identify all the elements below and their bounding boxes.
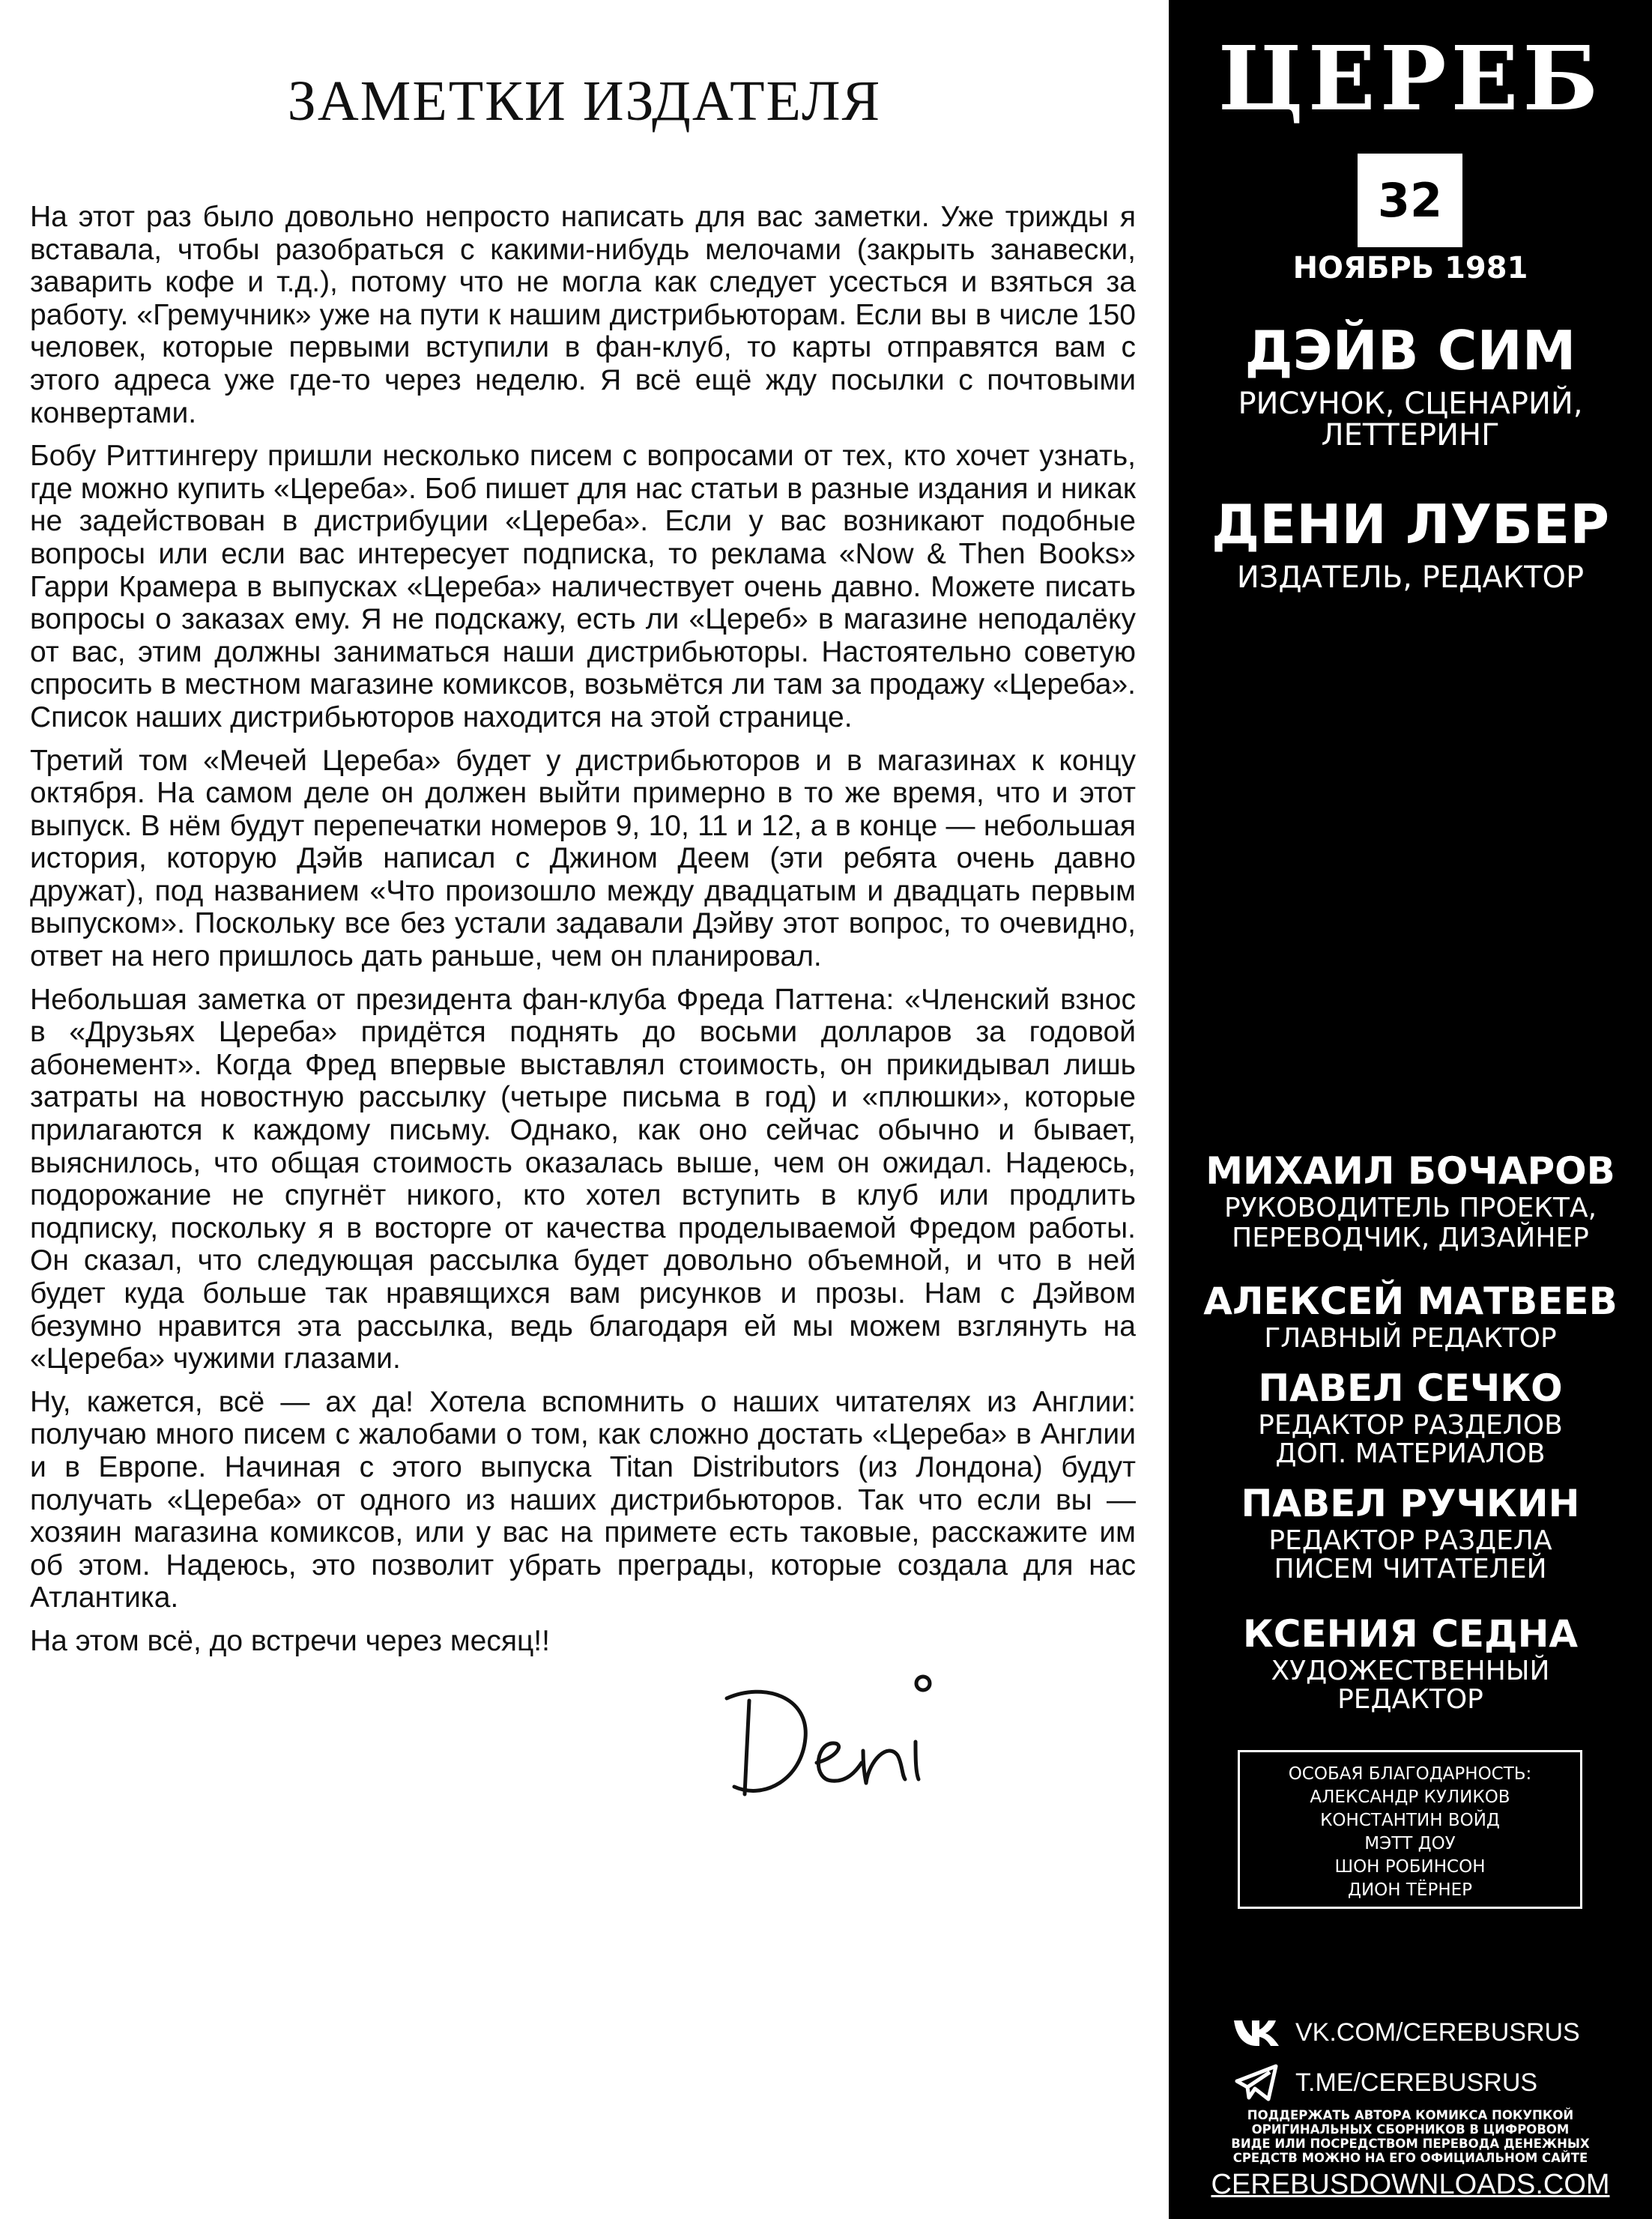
credit-role: ПЕРЕВОДЧИК, ДИЗАЙНЕР — [1232, 1223, 1589, 1253]
support-line: СРЕДСТВ МОЖНО НА ЕГО ОФИЦИАЛЬНОМ САЙТЕ — [1232, 2151, 1588, 2165]
thanks-name: КОНСТАНТИН ВОЙД — [1320, 1811, 1500, 1830]
credit-role: ГЛАВНЫЙ РЕДАКТОР — [1264, 1323, 1557, 1354]
credit-name: КСЕНИЯ СЕДНА — [1242, 1612, 1579, 1656]
credit-name: МИХАИЛ БОЧАРОВ — [1205, 1149, 1615, 1193]
vk-link-text[interactable]: VK.COM/CEREBUSRUS — [1295, 2017, 1580, 2047]
credit-role: РЕДАКТОР РАЗДЕЛА — [1268, 1525, 1552, 1556]
paragraph-closing: На этом всё, до встречи через месяц!! — [30, 1624, 550, 1657]
credits-sidebar — [1169, 0, 1652, 2219]
credit-role: ПИСЕМ ЧИТАТЕЛЕЙ — [1274, 1554, 1547, 1584]
credit-role: РИСУНОК, СЦЕНАРИЙ, — [1238, 387, 1583, 421]
credit-role: ЛЕТТЕРИНГ — [1321, 418, 1500, 452]
credit-role: ХУДОЖЕСТВЕННЫЙ — [1271, 1656, 1550, 1686]
paragraph: Третий том «Мечей Цереба» будет у дистрибьюторов и в магазинах к концу октября. На самом деле он должен выйти примерно в то же время, что и этот выпуск. В нём будут перепечатки номеров 9, 10, 11 и 12, а в конце — небольшая история, которую Дэйв написал с Джином Деем (эти ребята очень давно дружат), под названием «Что произошло между двадцатым и двадцать первым выпуском». Поскольку все без устали задавали Дэйву этот вопрос, то очевидно, ответ на него пришлось дать раньше, чем он планировал. — [30, 744, 1136, 973]
credit-role: РЕДАКТОР РАЗДЕЛОВ — [1258, 1410, 1563, 1441]
issue-number-badge: 32 — [1358, 154, 1462, 247]
website-link[interactable]: CEREBUSDOWNLOADS.COM — [1211, 2169, 1610, 2200]
support-note — [1191, 2108, 1630, 2165]
thanks-name: МЭТТ ДОУ — [1364, 1834, 1456, 1853]
credit-name: ДЭЙВ СИМ — [1244, 319, 1576, 382]
thanks-name: АЛЕКСАНДР КУЛИКОВ — [1310, 1787, 1510, 1807]
credit-role: РУКОВОДИТЕЛЬ ПРОЕКТА, — [1223, 1193, 1597, 1223]
credit-role: ИЗДАТЕЛЬ, РЕДАКТОР — [1236, 560, 1585, 595]
credit-role: ДОП. МАТЕРИАЛОВ — [1275, 1438, 1546, 1469]
telegram-link-text[interactable]: T.ME/CEREBUSRUS — [1295, 2068, 1538, 2097]
thanks-title: ОСОБАЯ БЛАГОДАРНОСТЬ: — [1288, 1764, 1532, 1784]
special-thanks-box — [1238, 1750, 1582, 1909]
support-line: ВИДЕ ИЛИ ПОСРЕДСТВОМ ПЕРЕВОДА ДЕНЕЖНЫХ — [1231, 2137, 1590, 2151]
paragraph: Бобу Риттингеру пришли несколько писем с вопросами от тех, кто хочет узнать, где можно купить «Цереба». Боб пишет для нас статьи в разные издания и никак не задействован в дистрибуции «Цереба». Если у вас возникают подобные вопросы или если вас интересует подписка, то реклама «Now & Then Books» Гарри Крамера в выпусках «Цереба» наличествует очень давно. Можете писать вопросы о заказах ему. Я не подскажу, есть ли «Цереб» в магазине неподалёку от вас, этим должны заниматься наши дистрибьюторы. Настоятельно советую спросить в местном магазине комиксов, возьмётся ли там за продажу «Цереба». Список наших дистрибьюторов находится на этой странице. — [30, 440, 1136, 733]
credit-name: ПАВЕЛ СЕЧКО — [1258, 1366, 1563, 1410]
article-body — [30, 201, 1136, 1668]
page-title: ЗАМЕТКИ ИЗДАТЕЛЯ — [287, 70, 882, 133]
thanks-name: ШОН РОБИНСОН — [1334, 1857, 1486, 1877]
credit-name: ПАВЕЛ РУЧКИН — [1241, 1482, 1580, 1525]
support-line: ОРИГИНАЛЬНЫХ СБОРНИКОВ В ЦИФРОВОМ — [1251, 2122, 1570, 2137]
support-line: ПОДДЕРЖАТЬ АВТОРА КОМИКСА ПОКУПКОЙ — [1247, 2108, 1574, 2122]
telegram-link[interactable] — [1232, 2060, 1622, 2105]
vk-link[interactable] — [1232, 2010, 1622, 2055]
paragraph: На этот раз было довольно непросто написать для вас заметки. Уже трижды я вставала, чтобы разобраться с какими-нибудь мелочами (закрыть занавески, заварить кофе и т.д.), потому что не могла как следует усесться и взяться за работу. «Гремучник» уже на пути к нашим дистрибьюторам. Если вы в числе 150 человек, которые первыми вступили в фан-клуб, то карты отправятся вам с этого адреса уже где-то через неделю. Я всё ещё жду посылки с почтовыми конвертами. — [30, 201, 1136, 429]
signature-deni — [719, 1667, 959, 1817]
vk-icon — [1232, 2017, 1282, 2047]
credit-role: РЕДАКТОР — [1337, 1684, 1483, 1715]
paragraph: Небольшая заметка от президента фан-клуба Фреда Паттена: «Членский взнос в «Друзьях Цереба» придётся поднять до восьми долларов за годовой абонемент». Когда Фред впервые выставлял стоимость, он прикидывал лишь затраты на новостную рассылку (четыре письма в год) и «плюшки», которые прилагаются к каждому письму. Однако, как оно сейчас обычно и бывает, выяснилось, что общая стоимость оказалась выше, чем он ожидал. Надеюсь, подорожание не спугнёт никого, кто хотел вступить в клуб или продлить подписку, поскольку я в восторге от качества проделываемой Фредом работы. Он сказал, что следующая рассылка будет довольно объемной, и что в ней будет куда больше так нравящихся вам рисунков и прозы. Нам с Дэйвом безумно нравится эта рассылка, ведь благодаря ей мы можем взглянуть на «Цереба» чужими глазами. — [30, 983, 1136, 1375]
telegram-icon — [1232, 2063, 1282, 2102]
issue-date: НОЯБРЬ 1981 — [1292, 251, 1528, 285]
thanks-name: ДИОН ТЁРНЕР — [1347, 1880, 1473, 1900]
credit-name: АЛЕКСЕЙ МАТВЕЕВ — [1203, 1280, 1618, 1323]
cerebus-logo: ЦЕРЕБ — [1217, 26, 1603, 130]
credit-name: ДЕНИ ЛУБЕР — [1211, 493, 1610, 556]
paragraph: Ну, кажется, всё — ах да! Хотела вспомнить о наших читателях из Англии: получаю много писем с жалобами о том, как сложно достать «Цереба» в Англии и в Европе. Начиная с этого выпуска Titan Distributors (из Лондона) будут получать «Цереба» от одного из наших дистрибьюторов. Так что если вы — хозяин магазина комиксов, или у вас на примете есть таковые, расскажите им об этом. Надеюсь, это позволит убрать преграды, которые создала для нас Атлантика. — [30, 1385, 1136, 1614]
